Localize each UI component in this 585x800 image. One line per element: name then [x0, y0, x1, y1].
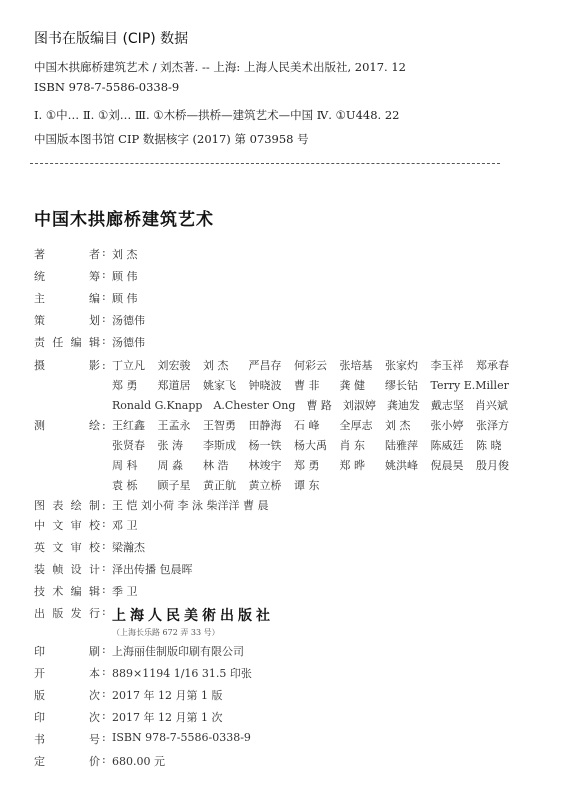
credit-row-edition: 版次 : 2017 年 12 月第 1 版 — [34, 687, 554, 709]
photographer-name: 曹 非 — [294, 379, 320, 392]
credit-row-isbn: 书号 : ISBN 978-7-5586-0338-9 — [34, 731, 554, 753]
cip-catalog-line: 中国木拱廊桥建筑艺术 / 刘杰著. -- 上海: 上海人民美术出版社, 2017. 12 — [34, 60, 406, 74]
surveyor-name: 陈 晓 — [476, 439, 502, 452]
photographer-name: Ronald G.Knapp — [112, 399, 203, 412]
photographer-name: 何彩云 — [294, 359, 327, 372]
surveyor-name: 杨一铁 — [248, 439, 282, 452]
credit-value: 汤德伟 — [112, 314, 145, 327]
credit-label: 中文审校 — [34, 519, 100, 532]
cip-heading: 图书在版编目 (CIP) 数据 — [34, 31, 189, 47]
credit-label: 出版发行 — [34, 607, 100, 620]
drawing-names — [112, 416, 554, 496]
photographer-name: 李玉祥 — [430, 359, 464, 372]
surveyor-name: 黄正航 — [203, 479, 236, 492]
credit-label: 图表绘制 — [34, 499, 100, 512]
credit-label: 版次 — [34, 689, 100, 702]
surveyor-name: 郑 勇 — [294, 459, 320, 472]
photographer-name: 丁立凡 — [112, 359, 145, 372]
credit-label: 著者 — [34, 248, 100, 261]
surveyor-name: 张泽方 — [476, 419, 509, 432]
publisher-address: （上海长乐路 672 弄 33 号） — [112, 628, 220, 637]
credit-label: 测绘 — [34, 419, 100, 432]
cip-record-number: 中国版本图书馆 CIP 数据核字 (2017) 第 073958 号 — [34, 132, 309, 146]
surveyor-name: 肖 东 — [339, 439, 365, 452]
name-line — [112, 416, 554, 436]
surveyor-name: 谭 东 — [294, 479, 320, 492]
credit-value: 季 卫 — [112, 585, 138, 598]
surveyor-name: 田静海 — [248, 419, 282, 432]
credit-label: 装帧设计 — [34, 563, 100, 576]
book-title: 中国木拱廊桥建筑艺术 — [34, 210, 214, 230]
publisher-logo: 上海人民美術出版社 — [112, 608, 274, 624]
credit-value: 刘 杰 — [112, 248, 138, 261]
surveyor-name: 黄立桥 — [248, 479, 282, 492]
photographer-name: 刘宏骏 — [157, 359, 191, 372]
credit-label: 开本 — [34, 667, 100, 680]
surveyor-name: 袁 栎 — [112, 479, 138, 492]
surveyor-name: 倪晨昊 — [430, 459, 464, 472]
credit-label: 定价 — [34, 755, 100, 768]
name-line — [112, 356, 554, 376]
photographer-name: 肖兴斌 — [474, 399, 508, 412]
credit-row-editor: 主编 : 顾 伟 — [34, 290, 554, 312]
credit-row-printing: 印刷 : 上海丽佳制版印刷有限公司 — [34, 643, 554, 665]
credit-row-coordinator: 统筹 : 顾 伟 — [34, 268, 554, 290]
credit-value: 邓 卫 — [112, 519, 138, 532]
photographer-name: 龚迪发 — [386, 399, 420, 412]
credit-row-chinese-review: 中文审校 : 邓 卫 — [34, 517, 554, 539]
credit-label: 印次 — [34, 711, 100, 724]
credit-value: 梁瀚杰 — [112, 541, 145, 554]
photographer-name: 张培基 — [339, 359, 373, 372]
surveyor-name: 王智勇 — [203, 419, 236, 432]
name-line — [112, 376, 554, 396]
photographer-name: 严昌存 — [248, 359, 282, 372]
photographer-name: 姚家飞 — [203, 379, 236, 392]
surveyor-name: 张贤春 — [112, 439, 145, 452]
credit-row-impression: 印次 : 2017 年 12 月第 1 次 — [34, 709, 554, 731]
surveyor-name: 周 科 — [112, 459, 138, 472]
credit-row-english-review: 英文审校 : 梁瀚杰 — [34, 539, 554, 561]
photography-names — [112, 356, 554, 416]
credits-list — [34, 246, 554, 775]
dashed-divider — [30, 163, 500, 164]
name-line — [112, 456, 554, 476]
credit-value: 汤德伟 — [112, 336, 145, 349]
surveyor-name: 陆雅萍 — [385, 439, 418, 452]
credit-label: 策划 — [34, 314, 100, 327]
credit-row-chart-drawing: 图表绘制 : 王 恺 刘小荷 李 泳 柴洋洋 曹 晨 — [34, 496, 554, 517]
surveyor-name: 全厚志 — [339, 419, 373, 432]
photographer-name: A.Chester Ong — [213, 399, 296, 412]
photographer-name: Terry E.Miller — [430, 379, 509, 392]
photographer-name: 刘淑婷 — [342, 399, 376, 412]
photographer-name: 龚 健 — [339, 379, 365, 392]
photographer-name: 曹 路 — [306, 399, 332, 412]
credit-row-publisher: 出版发行 : 上海人民美術出版社 （上海长乐路 672 弄 33 号） — [34, 605, 554, 643]
credit-value: 2017 年 12 月第 1 次 — [112, 711, 223, 724]
credit-label: 统筹 — [34, 270, 100, 283]
photographer-name: 张家灼 — [385, 359, 418, 372]
credit-row-binding-design: 装帧设计 : 泽出传播 包晨晖 — [34, 561, 554, 583]
surveyor-name: 张小婷 — [430, 419, 464, 432]
surveyor-name: 林 浩 — [203, 459, 229, 472]
cip-isbn-line: ISBN 978-7-5586-0338-9 — [34, 80, 180, 94]
cip-classification-line: Ⅰ. ①中… Ⅱ. ①刘… Ⅲ. ①木桥—拱桥—建筑艺术—中国 Ⅳ. ①U448. 22 — [34, 108, 400, 122]
credit-label: 印刷 — [34, 645, 100, 658]
credit-value: 2017 年 12 月第 1 版 — [112, 689, 223, 702]
credit-value: 上海丽佳制版印刷有限公司 — [112, 645, 244, 658]
photographer-name: 戴志坚 — [430, 399, 464, 412]
surveyor-name: 石 峰 — [294, 419, 320, 432]
surveyor-name: 杨大禹 — [294, 439, 327, 452]
surveyor-name: 张 涛 — [157, 439, 183, 452]
surveyor-name: 姚洪峰 — [385, 459, 418, 472]
credit-value: 顾 伟 — [112, 270, 138, 283]
credit-label: 书号 — [34, 733, 100, 746]
credit-row-author: 著者 : 刘 杰 — [34, 246, 554, 268]
photographer-name: 郑承春 — [476, 359, 509, 372]
credit-label: 责任编辑 — [34, 336, 100, 349]
surveyor-name: 王红鑫 — [112, 419, 145, 432]
credit-row-planner: 策划 : 汤德伟 — [34, 312, 554, 334]
photographer-name: 郑 勇 — [112, 379, 138, 392]
credit-row-price: 定价 : 680.00 元 — [34, 753, 554, 775]
surveyor-name: 李斯成 — [203, 439, 236, 452]
credit-label: 技术编辑 — [34, 585, 100, 598]
credit-label: 英文审校 — [34, 541, 100, 554]
surveyor-name: 林竣宇 — [248, 459, 282, 472]
credit-value: ISBN 978-7-5586-0338-9 — [112, 731, 251, 744]
surveyor-name: 陈威廷 — [430, 439, 464, 452]
credit-label: 摄影 — [34, 359, 100, 372]
credit-value: 顾 伟 — [112, 292, 138, 305]
photographer-name: 钟晓波 — [248, 379, 282, 392]
surveyor-name: 周 淼 — [157, 459, 183, 472]
credit-value: 680.00 元 — [112, 755, 165, 768]
credit-label: 主编 — [34, 292, 100, 305]
credit-row-format: 开本 : 889×1194 1/16 31.5 印张 — [34, 665, 554, 687]
photographer-name: 刘 杰 — [203, 359, 229, 372]
surveyor-name: 顾子星 — [157, 479, 191, 492]
surveyor-name: 王孟永 — [157, 419, 191, 432]
credit-row-drawing: 测绘 : 王红鑫 王孟永 王智勇 田静海 石 峰 全厚志 刘 杰 张小婷 张泽方 张贤春 张 涛 李斯成 杨一铁 杨大禹 肖 东 陆雅萍 陈威廷 陈 晓 周 科 周 淼 林 浩 林竣宇 郑 勇 郑 晔 姚洪峰 倪晨昊 殷月俊 袁 栎 顾子星 黄正航 黄立桥 谭 东 — [34, 416, 554, 496]
photographer-name: 郑道居 — [157, 379, 191, 392]
credit-value: 王 恺 刘小荷 李 泳 柴洋洋 曹 晨 — [112, 499, 269, 512]
credit-row-responsible-editor: 责任编辑 : 汤德伟 — [34, 334, 554, 356]
credit-value: 泽出传播 包晨晖 — [112, 563, 193, 576]
name-line — [112, 396, 554, 416]
surveyor-name: 郑 晔 — [339, 459, 365, 472]
credit-row-photography: 摄影 : 丁立凡 刘宏骏 刘 杰 严昌存 何彩云 张培基 张家灼 李玉祥 郑承春 郑 勇 郑道居 姚家飞 钟晓波 曹 非 龚 健 缪长钻 Terry E.Miller Ronald G.Knapp A.Chester Ong 曹 路 刘淑婷 龚迪发 戴志坚 肖兴斌 — [34, 356, 554, 416]
name-line — [112, 436, 554, 456]
name-line — [112, 476, 554, 496]
surveyor-name: 刘 杰 — [385, 419, 411, 432]
credit-value: 889×1194 1/16 31.5 印张 — [112, 667, 252, 680]
surveyor-name: 殷月俊 — [476, 459, 509, 472]
photographer-name: 缪长钻 — [385, 379, 418, 392]
credit-row-technical-editor: 技术编辑 : 季 卫 — [34, 583, 554, 605]
